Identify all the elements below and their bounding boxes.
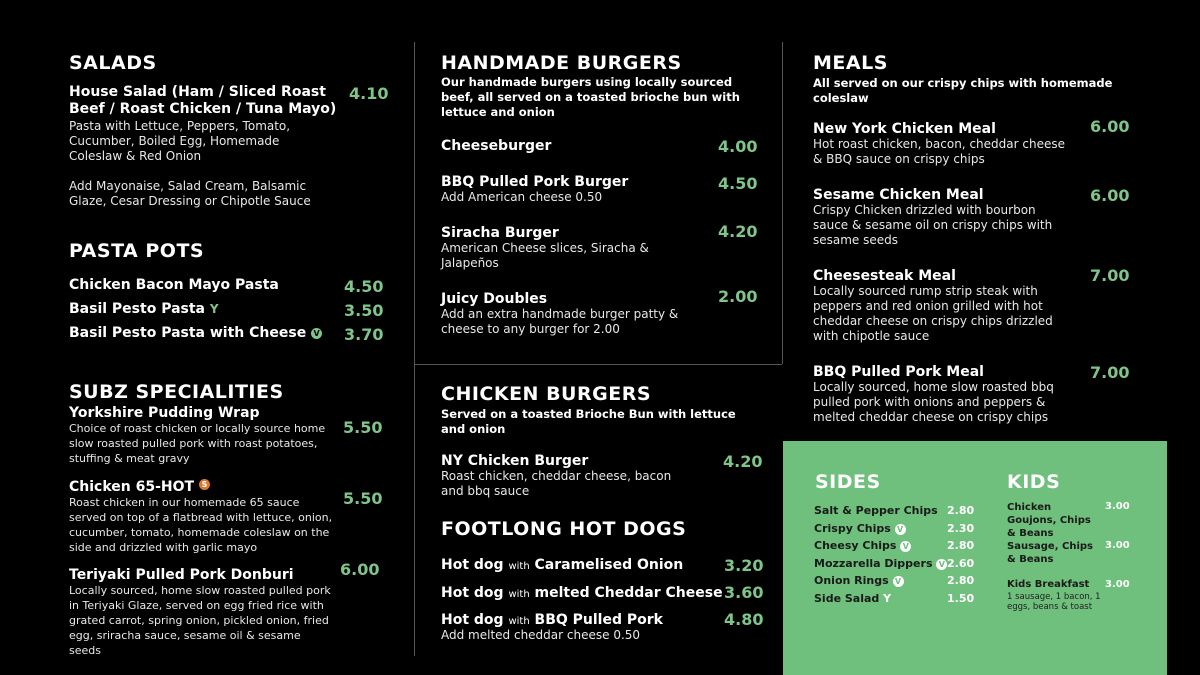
kids-item-name: Chicken Goujons, Chips & Beans bbox=[1007, 502, 1091, 539]
subz-item-desc: Roast chicken in our homemade 65 sauce served on top of a flatbread with lettuce, onion, cucumber, tomato, homemade coleslaw on the side and drizzled with garlic mayo bbox=[69, 496, 333, 554]
hotdog-topping: melted Cheddar Cheese bbox=[534, 585, 723, 601]
house-salad-name: House Salad (Ham / Sliced Roast Beef / Roast Chicken / Tuna Mayo) bbox=[69, 84, 337, 117]
side-item-name bbox=[814, 592, 891, 605]
hotdog-item-price: 3.60 bbox=[724, 583, 764, 602]
vegetarian-icon: V bbox=[936, 559, 947, 570]
meal-item-price: 6.00 bbox=[1090, 186, 1130, 205]
meal-item-price: 7.00 bbox=[1090, 266, 1130, 285]
burger-item-name: Siracha Burger bbox=[441, 225, 559, 241]
with-word: with bbox=[508, 561, 530, 572]
vegetarian-icon: V bbox=[895, 524, 906, 535]
subz-item-price: 5.50 bbox=[343, 489, 383, 508]
column-divider-left bbox=[414, 42, 415, 656]
burger-item-price: 2.00 bbox=[718, 287, 758, 306]
meal-item-name: Sesame Chicken Meal bbox=[813, 187, 984, 203]
subz-heading: SUBZ SPECIALITIES bbox=[69, 381, 284, 403]
burger-item-price: 4.20 bbox=[718, 222, 758, 241]
section-divider bbox=[414, 364, 782, 365]
burger-item-desc: Add an extra handmade burger patty & cheese to any burger for 2.00 bbox=[441, 307, 679, 336]
side-item-label: Cheesy Chips bbox=[814, 539, 897, 552]
hotdog-item-price: 4.80 bbox=[724, 610, 764, 629]
pasta-item-name: Chicken Bacon Mayo Pasta bbox=[69, 277, 279, 293]
subz-item-label: Chicken 65-HOT bbox=[69, 479, 195, 495]
side-item-name bbox=[814, 557, 947, 570]
hotdogs-heading: FOOTLONG HOT DOGS bbox=[441, 518, 687, 540]
chilli-hot-icon: S bbox=[199, 479, 210, 490]
kids-item-price: 3.00 bbox=[1105, 501, 1130, 512]
meal-item-name: Cheesesteak Meal bbox=[813, 268, 956, 284]
hotdog-topping: Caramelised Onion bbox=[534, 557, 684, 573]
sides-kids-panel bbox=[783, 441, 1167, 675]
side-item-price: 2.80 bbox=[947, 574, 975, 587]
burger-item-price: 4.00 bbox=[718, 137, 758, 156]
chicken-burger-item-name: NY Chicken Burger bbox=[441, 453, 589, 469]
vegan-icon: Y bbox=[209, 302, 219, 316]
meals-subheading: All served on our crispy chips with homemade coleslaw bbox=[813, 76, 1113, 105]
side-item-price: 2.80 bbox=[947, 504, 975, 517]
side-item-label: Crispy Chips bbox=[814, 522, 891, 535]
hotdog-label: Hot dog bbox=[441, 557, 504, 573]
hotdog-item-name bbox=[441, 585, 723, 603]
burger-item-name: BBQ Pulled Pork Burger bbox=[441, 174, 629, 190]
burgers-subheading: Our handmade burgers using locally sourced beef, all served on a toasted brioche bun with lettuce and onion bbox=[441, 75, 740, 119]
kids-item-desc: 1 sausage, 1 bacon, 1 eggs, beans & toast bbox=[1007, 592, 1101, 612]
burger-item-desc: American Cheese slices, Siracha & Jalapeños bbox=[441, 241, 649, 270]
chicken-burger-item-price: 4.20 bbox=[723, 452, 763, 471]
chicken-burgers-heading: CHICKEN BURGERS bbox=[441, 383, 652, 405]
kids-item-name: Kids Breakfast bbox=[1007, 579, 1090, 590]
side-item-price: 2.80 bbox=[947, 539, 975, 552]
with-word: with bbox=[508, 616, 530, 627]
burger-item-name: Cheeseburger bbox=[441, 138, 552, 154]
hotdog-label: Hot dog bbox=[441, 612, 504, 628]
subz-item-desc: Locally sourced, home slow roasted pulled pork in Teriyaki Glaze, served on egg fried rice with grated carrot, spring onion, pickled onion, fried egg, sriracha sauce, sesame oil & sesame seeds bbox=[69, 584, 331, 657]
chicken-burger-item-desc: Roast chicken, cheddar cheese, bacon and bbq sauce bbox=[441, 469, 672, 498]
vegetarian-icon: V bbox=[893, 576, 904, 587]
meal-item-name: New York Chicken Meal bbox=[813, 121, 996, 137]
kids-item-price: 3.00 bbox=[1105, 579, 1130, 590]
meal-item-name: BBQ Pulled Pork Meal bbox=[813, 364, 984, 380]
subz-item-name: Yorkshire Pudding Wrap bbox=[69, 405, 260, 421]
hotdog-item-price: 3.20 bbox=[724, 556, 764, 575]
vegetarian-icon: V bbox=[311, 328, 322, 339]
side-item-label: Mozzarella Dippers bbox=[814, 557, 933, 570]
pasta-item-name bbox=[69, 325, 322, 342]
with-word: with bbox=[508, 589, 530, 600]
salads-heading: SALADS bbox=[69, 52, 157, 74]
salad-dressing-note: Add Mayonaise, Salad Cream, Balsamic Glaze, Cesar Dressing or Chipotle Sauce bbox=[69, 179, 311, 208]
kids-item-price: 3.00 bbox=[1105, 540, 1130, 551]
subz-item-price: 6.00 bbox=[340, 560, 380, 579]
pasta-pots-heading: PASTA POTS bbox=[69, 240, 205, 262]
column-divider-right bbox=[782, 42, 783, 364]
subz-item-name bbox=[69, 479, 210, 496]
meal-item-desc: Locally sourced, home slow roasted bbq pulled pork with onions and peppers & melted cheddar cheese on crispy chips bbox=[813, 380, 1054, 424]
vegetarian-icon: V bbox=[900, 541, 911, 552]
side-item-name bbox=[814, 574, 904, 587]
side-item-label: Onion Rings bbox=[814, 574, 889, 587]
hotdog-item-desc: Add melted cheddar cheese 0.50 bbox=[441, 628, 641, 642]
meal-item-price: 7.00 bbox=[1090, 363, 1130, 382]
kids-heading: KIDS bbox=[1007, 471, 1061, 493]
side-item-name bbox=[814, 539, 911, 552]
sides-heading: SIDES bbox=[815, 471, 881, 493]
house-salad-desc: Pasta with Lettuce, Peppers, Tomato, Cucumber, Boiled Egg, Homemade Coleslaw & Red Onion bbox=[69, 119, 291, 163]
side-item-name: Salt & Pepper Chips bbox=[814, 504, 938, 517]
burger-item-name: Juicy Doubles bbox=[441, 291, 548, 307]
vegan-icon: Y bbox=[883, 592, 892, 605]
subz-item-desc: Choice of roast chicken or locally source home slow roasted pulled pork with roast potatoes, stuffing & meat gravy bbox=[69, 422, 326, 465]
subz-item-name: Teriyaki Pulled Pork Donburi bbox=[69, 567, 294, 583]
pasta-item-price: 3.70 bbox=[344, 325, 384, 344]
burgers-heading: HANDMADE BURGERS bbox=[441, 52, 682, 74]
burger-item-desc: Add American cheese 0.50 bbox=[441, 190, 603, 204]
kids-item-name: Sausage, Chips & Beans bbox=[1007, 541, 1093, 565]
chicken-burgers-subheading: Served on a toasted Brioche Bun with lettuce and onion bbox=[441, 407, 736, 436]
pasta-item-name bbox=[69, 301, 219, 318]
pasta-item-label: Basil Pesto Pasta with Cheese bbox=[69, 325, 307, 341]
side-item-price: 2.30 bbox=[947, 522, 975, 535]
hotdog-topping: BBQ Pulled Pork bbox=[534, 612, 663, 628]
meals-heading: MEALS bbox=[813, 52, 888, 74]
subz-item-price: 5.50 bbox=[343, 418, 383, 437]
side-item-price: 2.60 bbox=[947, 557, 975, 570]
side-item-label: Side Salad bbox=[814, 592, 880, 605]
pasta-item-price: 4.50 bbox=[344, 277, 384, 296]
side-item-price: 1.50 bbox=[947, 592, 975, 605]
burger-item-price: 4.50 bbox=[718, 174, 758, 193]
hotdog-item-name bbox=[441, 557, 683, 575]
house-salad-price: 4.10 bbox=[349, 84, 389, 103]
meal-item-desc: Crispy Chicken drizzled with bourbon sauce & sesame oil on crispy chips with sesame seeds bbox=[813, 203, 1053, 247]
pasta-item-price: 3.50 bbox=[344, 301, 384, 320]
meal-item-desc: Locally sourced rump strip steak with peppers and red onion grilled with hot cheddar cheese on crispy chips drizzled with chipotle sauce bbox=[813, 284, 1053, 343]
meal-item-desc: Hot roast chicken, bacon, cheddar cheese & BBQ sauce on crispy chips bbox=[813, 137, 1065, 166]
meal-item-price: 6.00 bbox=[1090, 117, 1130, 136]
pasta-item-label: Basil Pesto Pasta bbox=[69, 301, 206, 317]
hotdog-label: Hot dog bbox=[441, 585, 504, 601]
side-item-name bbox=[814, 522, 906, 535]
